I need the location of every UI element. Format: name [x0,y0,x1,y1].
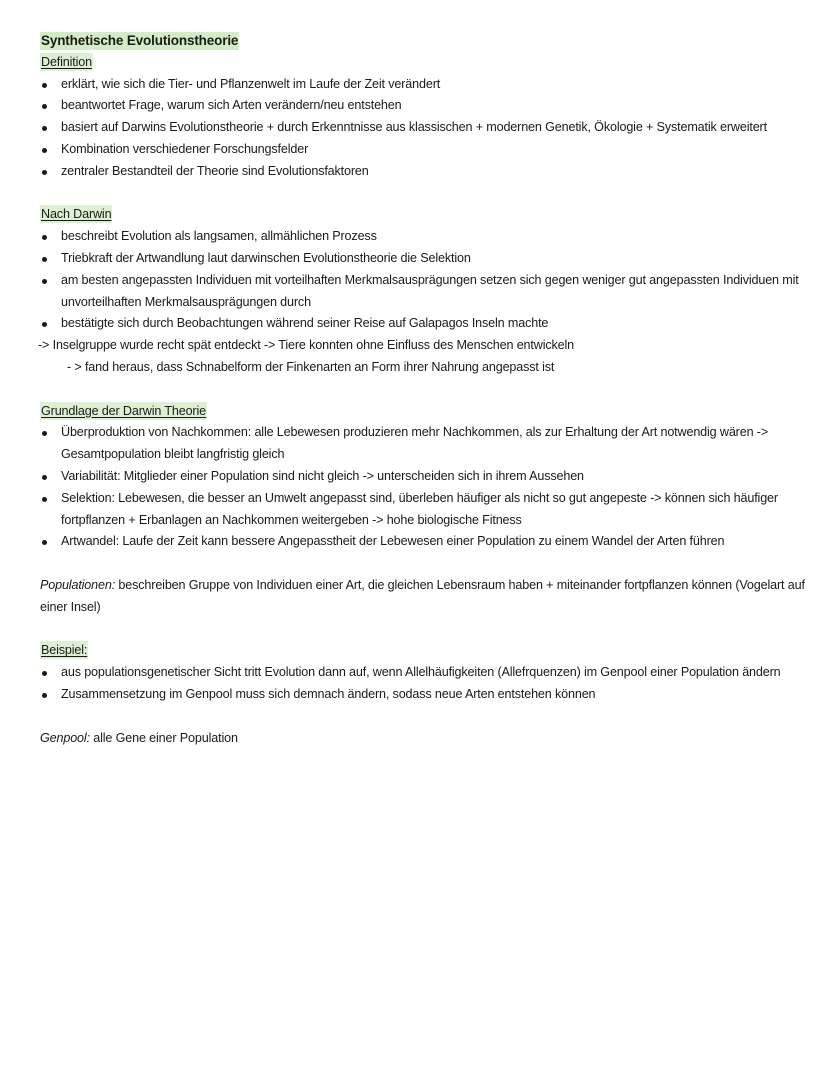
definition-list [40,74,810,183]
darwin-list [40,226,810,335]
list-item: Zusammensetzung im Genpool muss sich demnach ändern, sodass neue Arten entstehen können [40,684,810,706]
beispiel-heading-line [40,640,810,662]
list-item: aus populationsgenetischer Sicht tritt Evolution dann auf, wenn Allelhäufigkeiten (Allefrquenzen) im Genpool einer Population ändern [40,662,810,684]
populationen-definition [40,575,810,619]
darwin-heading-line [40,204,810,226]
section-beispiel [40,640,810,705]
darwin-note-2: - > fand heraus, dass Schnabelform der Finkenarten an Form ihrer Nahrung angepasst ist [67,359,555,374]
grundlage-list [40,422,810,553]
spacer [40,379,810,401]
beispiel-heading: Beispiel: [41,643,88,658]
spacer [40,619,810,641]
genpool-text: alle Gene einer Population [89,730,238,745]
section-grundlage [40,401,810,554]
spacer [40,553,810,575]
spacer [40,183,810,205]
genpool-definition [40,728,810,750]
list-item: zentraler Bestandteil der Theorie sind Evolutionsfaktoren [40,161,810,183]
title-line [40,30,810,52]
list-item: basiert auf Darwins Evolutionstheorie + durch Erkenntnisse aus klassischen + modernen Genetik, Ökologie + Systematik erweitert [40,117,810,139]
document-title: Synthetische Evolutionstheorie [41,33,239,48]
grundlage-heading: Grundlage der Darwin Theorie [41,403,206,418]
list-item: Überproduktion von Nachkommen: alle Lebewesen produzieren mehr Nachkommen, als zur Erhaltung der Art notwendig wären -> Gesamtpopulation bleibt langfristig gleich [40,422,810,466]
section-definition [40,52,810,183]
darwin-heading: Nach Darwin [41,207,112,222]
section-darwin [40,204,810,378]
list-item: bestätigte sich durch Beobachtungen während seiner Reise auf Galapagos Inseln machte [40,313,810,335]
darwin-note-1: -> Inselgruppe wurde recht spät entdeckt -> Tiere konnten ohne Einfluss des Menschen entwickeln [38,338,574,353]
list-item: Kombination verschiedener Forschungsfelder [40,139,810,161]
list-item: erklärt, wie sich die Tier- und Pflanzenwelt im Laufe der Zeit verändert [40,74,810,96]
list-item: am besten angepassten Individuen mit vorteilhaften Merkmalsausprägungen setzen sich gegen weniger gut angepassten Individuen mit unvorteilhaften Merkmalsausprägungen durch [40,270,810,314]
populationen-term: Populationen: [40,577,116,592]
definition-heading-line [40,52,810,74]
list-item: beschreibt Evolution als langsamen, allmählichen Prozess [40,226,810,248]
populationen-text: beschreiben Gruppe von Individuen einer Art, die gleichen Lebensraum haben + miteinander fortpflanzen können (Vogelart auf einer Insel) [40,577,805,614]
definition-heading: Definition [41,54,93,69]
list-item: Selektion: Lebewesen, die besser an Umwelt angepasst sind, überleben häufiger als nicht so gut angepeste -> können sich häufiger fortpflanzen + Erbanlagen an Nachkommen weitergeben -> hohe biologische Fitness [40,488,810,532]
list-item: Triebkraft der Artwandlung laut darwinschen Evolutionstheorie die Selektion [40,248,810,270]
list-item: Artwandel: Laufe der Zeit kann bessere Angepasstheit der Lebewesen einer Population zu einem Wandel der Arten führen [40,531,810,553]
list-item: Variabilität: Mitglieder einer Population sind nicht gleich -> unterscheiden sich in ihrem Aussehen [40,466,810,488]
beispiel-list [40,662,810,706]
grundlage-heading-line [40,401,810,423]
list-item: beantwortet Frage, warum sich Arten verändern/neu entstehen [40,95,810,117]
document-page [40,30,810,749]
spacer [40,706,810,728]
genpool-term: Genpool: [40,730,90,745]
